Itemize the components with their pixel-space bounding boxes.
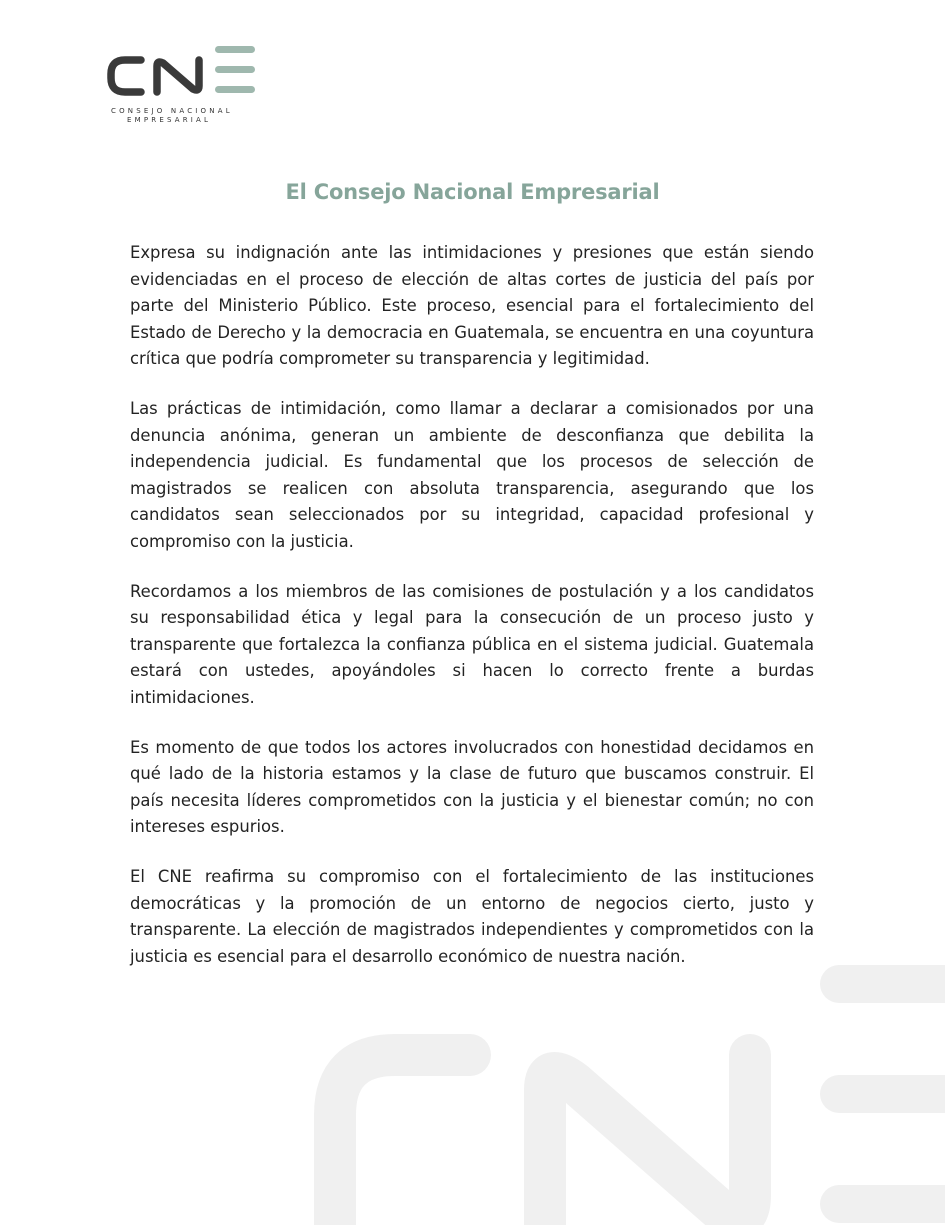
paragraph-3: Recordamos a los miembros de las comisiones de postulación y a los candidatos su responsabilidad ética y legal para la consecución de un proceso justo y transparente que fortalezca la confianza pública en el sistema judicial. Guatemala estará con ustedes, apoyándoles si hacen lo correcto frente a burdas intimidaciones.: [130, 581, 814, 707]
document-body: [130, 240, 814, 994]
cne-logo: [105, 42, 265, 132]
paragraph-2: Las prácticas de intimidación, como llamar a declarar a comisionados por una denuncia anónima, generan un ambiente de desconfianza que debilita la independencia judicial. Es fundamental que los procesos de selección de magistrados se realicen con absoluta transparencia, asegurando que los candidatos sean seleccionados por su integridad, capacidad profesional y compromiso con la justicia.: [130, 399, 814, 551]
paragraph-4: Es momento de que todos los actores involucrados con honestidad decidamos en qué lado de la historia estamos y la clase de futuro que buscamos construir. El país necesita líderes comprometidos con la justicia y el bienestar común; no con intereses espurios.: [130, 737, 814, 836]
paragraph-1: Expresa su indignación ante las intimidaciones y presiones que están siendo evidenciadas en el proceso de elección de altas cortes de justicia del país por parte del Ministerio Público. Este proceso, esencial para el fortalecimiento del Estado de Derecho y la democracia en Guatemala, se encuentra en una coyuntura crítica que podría comprometer su transparencia y legitimidad.: [130, 243, 814, 368]
paragraph-5: El CNE reafirma su compromiso con el fortalecimiento de las instituciones democráticas y la promoción de un entorno de negocios cierto, justo y transparente. La elección de magistrados independientes y comprometidos con la justicia es esencial para el desarrollo económico de nuestra nación.: [130, 867, 814, 966]
logo-subtitle-line2: EMPRESARIAL: [127, 116, 212, 124]
cne-logo-mark: [105, 42, 265, 102]
logo-subtitle-line1: CONSEJO NACIONAL: [111, 107, 233, 115]
cne-watermark-logo: [300, 965, 945, 1225]
document-title: El Consejo Nacional Empresarial: [285, 180, 660, 204]
